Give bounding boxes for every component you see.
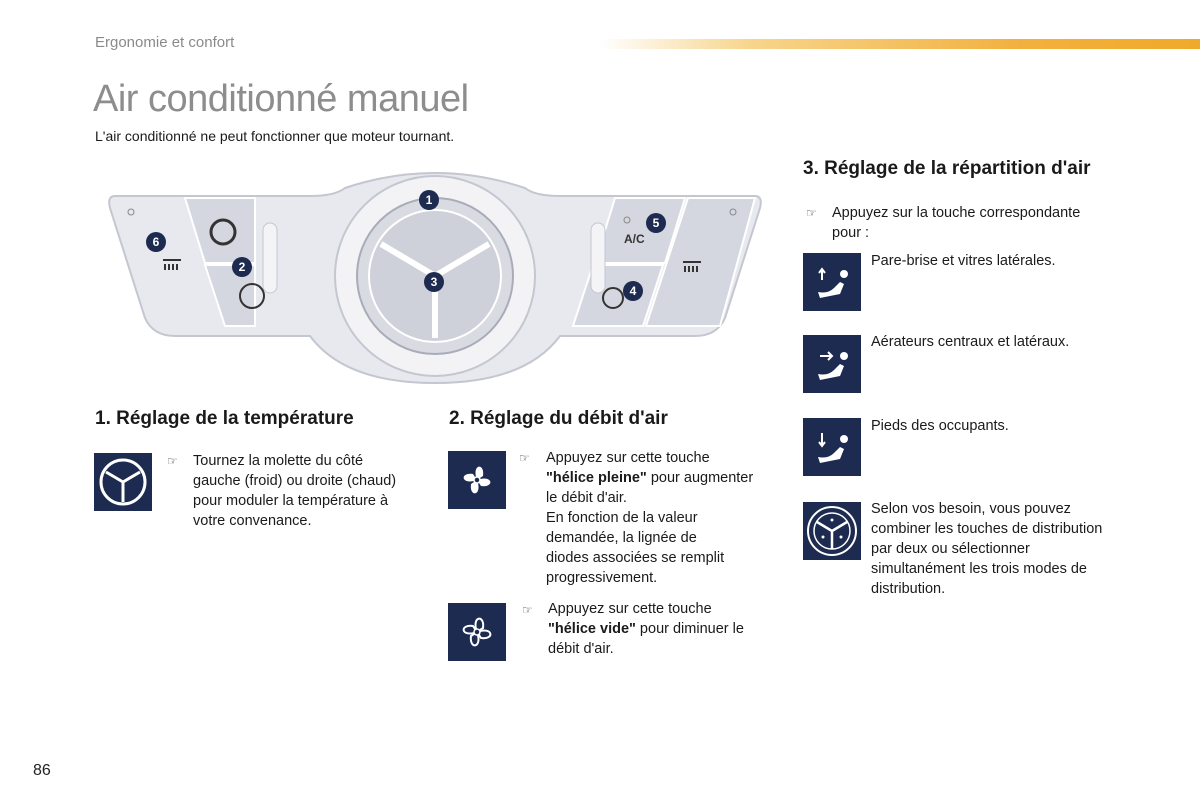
- ac-label: A/C: [624, 232, 645, 246]
- dial-icon: [94, 453, 152, 511]
- windscreen-text: Pare-brise et vitres latérales.: [871, 253, 1056, 269]
- callout-4: 4: [623, 281, 643, 301]
- callout-5: 5: [646, 213, 666, 233]
- temperature-text: Tournez la molette du côté gauche (froid) ou droite (chaud) pour moduler la température à votre convenance.: [193, 453, 397, 529]
- airflow-full-text: Appuyez sur cette touche "hélice pleine" pour augmenter le débit d'air. En fonction de la valeur demandée, la lignée de diodes associées se remplit progressivement.: [546, 450, 754, 586]
- callout-6: 6: [146, 232, 166, 252]
- callout-2: 2: [232, 257, 252, 277]
- combined-airflow-dial-icon: [803, 502, 861, 560]
- face-vent-airflow-icon: [803, 335, 861, 393]
- airflow-heading: 2. Réglage du débit d'air: [449, 408, 668, 429]
- section-label: Ergonomie et confort: [95, 34, 235, 51]
- distribution-intro: Appuyez sur la touche correspondante pour :: [832, 205, 1081, 241]
- fan-empty-icon: [448, 603, 506, 661]
- distribution-bullet: ☞: [806, 206, 817, 220]
- callout-1: 1: [419, 190, 439, 210]
- feet-airflow-icon: [803, 418, 861, 476]
- page-title: Air conditionné manuel: [93, 78, 469, 120]
- callout-3: 3: [424, 272, 444, 292]
- combined-text: Selon vos besoin, vous pouvez combiner les touches de distribution par deux ou sélectionner simultanément les trois modes de distribution.: [871, 501, 1103, 597]
- airflow-full-bullet: ☞: [519, 451, 530, 465]
- header-accent-bar: [600, 39, 1200, 49]
- feet-text: Pieds des occupants.: [871, 418, 1009, 434]
- intro-text: L'air conditionné ne peut fonctionner que moteur tournant.: [95, 128, 455, 144]
- vents-text: Aérateurs centraux et latéraux.: [871, 334, 1070, 350]
- airflow-empty-text: Appuyez sur cette touche "hélice vide" pour diminuer le débit d'air.: [548, 601, 744, 657]
- windscreen-airflow-icon: [803, 253, 861, 311]
- distribution-heading: 3. Réglage de la répartition d'air: [803, 158, 1091, 179]
- temperature-heading: 1. Réglage de la température: [95, 408, 354, 429]
- fan-full-icon: [448, 451, 506, 509]
- page-number: 86: [33, 762, 51, 779]
- temperature-bullet: ☞: [167, 454, 178, 468]
- airflow-empty-bullet: ☞: [522, 603, 533, 617]
